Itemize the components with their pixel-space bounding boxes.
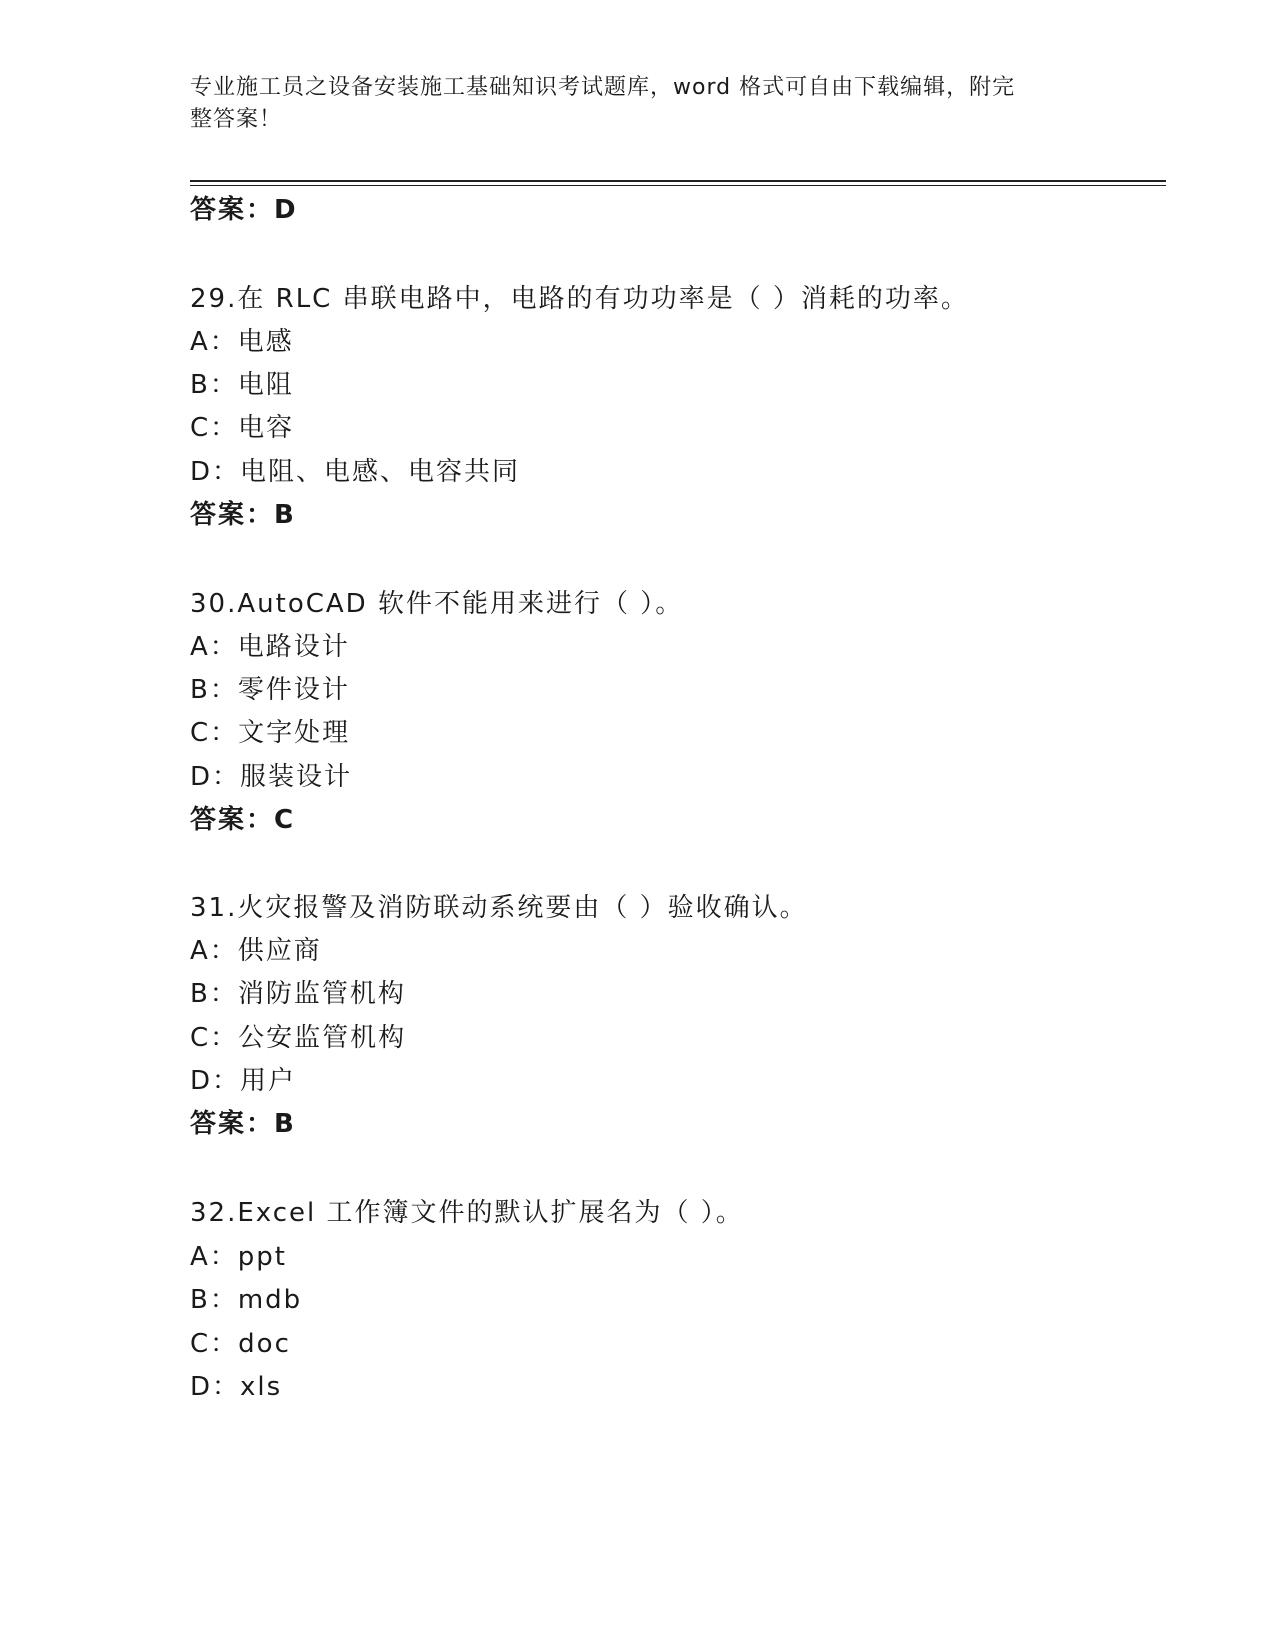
- option-text: 电阻: [237, 370, 294, 400]
- option-key: A：: [190, 327, 238, 357]
- option-key: A：: [190, 936, 238, 966]
- option-text: 消防监管机构: [237, 979, 406, 1009]
- option-text: 电路设计: [237, 632, 350, 662]
- header-divider-thin: [190, 185, 1166, 186]
- option-text: 零件设计: [237, 675, 350, 705]
- option-key: D：: [190, 457, 241, 487]
- answer-line: 答案：C: [190, 805, 296, 835]
- question-number: 29.: [190, 284, 238, 314]
- option-key: B：: [190, 979, 238, 1009]
- question-stem: [190, 587, 683, 621]
- option-text: 电容: [238, 413, 295, 443]
- option-key: D：: [190, 1066, 241, 1096]
- option-text: xls: [240, 1372, 283, 1402]
- question-text: AutoCAD 软件不能用来进行（ ）。: [237, 589, 684, 619]
- header-line-2: 整答案！: [190, 107, 283, 132]
- option-line: [190, 977, 406, 1011]
- option-line: [190, 1064, 296, 1098]
- answer-line: 答案：B: [190, 500, 296, 530]
- option-line: [190, 455, 520, 489]
- option-key: B：: [190, 1285, 238, 1315]
- question-stem: [190, 1196, 744, 1230]
- option-text: doc: [238, 1329, 291, 1359]
- option-key: C：: [190, 1023, 239, 1053]
- question-stem: [190, 282, 969, 316]
- question-stem: [190, 891, 808, 925]
- answer-line: 答案：D: [190, 195, 298, 225]
- question-text: 火灾报警及消防联动系统要由（ ）验收确认。: [237, 893, 808, 923]
- option-key: C：: [190, 718, 239, 748]
- option-text: mdb: [237, 1285, 303, 1315]
- option-line: [190, 325, 294, 359]
- option-line: [190, 368, 294, 402]
- header-line-1: 专业施工员之设备安装施工基础知识考试题库，word 格式可自由下载编辑，附完: [190, 75, 1016, 100]
- option-line: [190, 760, 352, 794]
- option-text: ppt: [237, 1242, 287, 1272]
- option-key: A：: [190, 1242, 238, 1272]
- option-key: C：: [190, 1329, 239, 1359]
- question-number: 31.: [190, 893, 238, 923]
- option-key: D：: [190, 1372, 241, 1402]
- page-header: [190, 72, 1090, 136]
- option-line: [190, 1283, 302, 1317]
- option-key: B：: [190, 370, 238, 400]
- option-line: [190, 630, 350, 664]
- answer-line: 答案：B: [190, 1109, 296, 1139]
- question-text: Excel 工作簿文件的默认扩展名为（ ）。: [237, 1198, 744, 1228]
- option-text: 电阻、电感、电容共同: [240, 457, 521, 487]
- option-text: 用户: [240, 1066, 297, 1096]
- option-text: 公安监管机构: [238, 1023, 407, 1053]
- option-line: [190, 1370, 282, 1404]
- option-line: [190, 1240, 287, 1274]
- option-line: [190, 934, 322, 968]
- option-text: 文字处理: [238, 718, 351, 748]
- option-text: 供应商: [237, 936, 322, 966]
- option-key: B：: [190, 675, 238, 705]
- option-text: 服装设计: [240, 762, 353, 792]
- option-key: A：: [190, 632, 238, 662]
- option-line: [190, 716, 350, 750]
- header-divider: [190, 180, 1166, 182]
- question-number: 32.: [190, 1198, 238, 1228]
- option-line: [190, 673, 350, 707]
- option-line: [190, 1327, 291, 1361]
- option-key: D：: [190, 762, 241, 792]
- question-number: 30.: [190, 589, 238, 619]
- option-text: 电感: [237, 327, 294, 357]
- option-line: [190, 1021, 406, 1055]
- option-key: C：: [190, 413, 239, 443]
- question-text: 在 RLC 串联电路中，电路的有功功率是（ ）消耗的功率。: [237, 284, 969, 314]
- option-line: [190, 411, 294, 445]
